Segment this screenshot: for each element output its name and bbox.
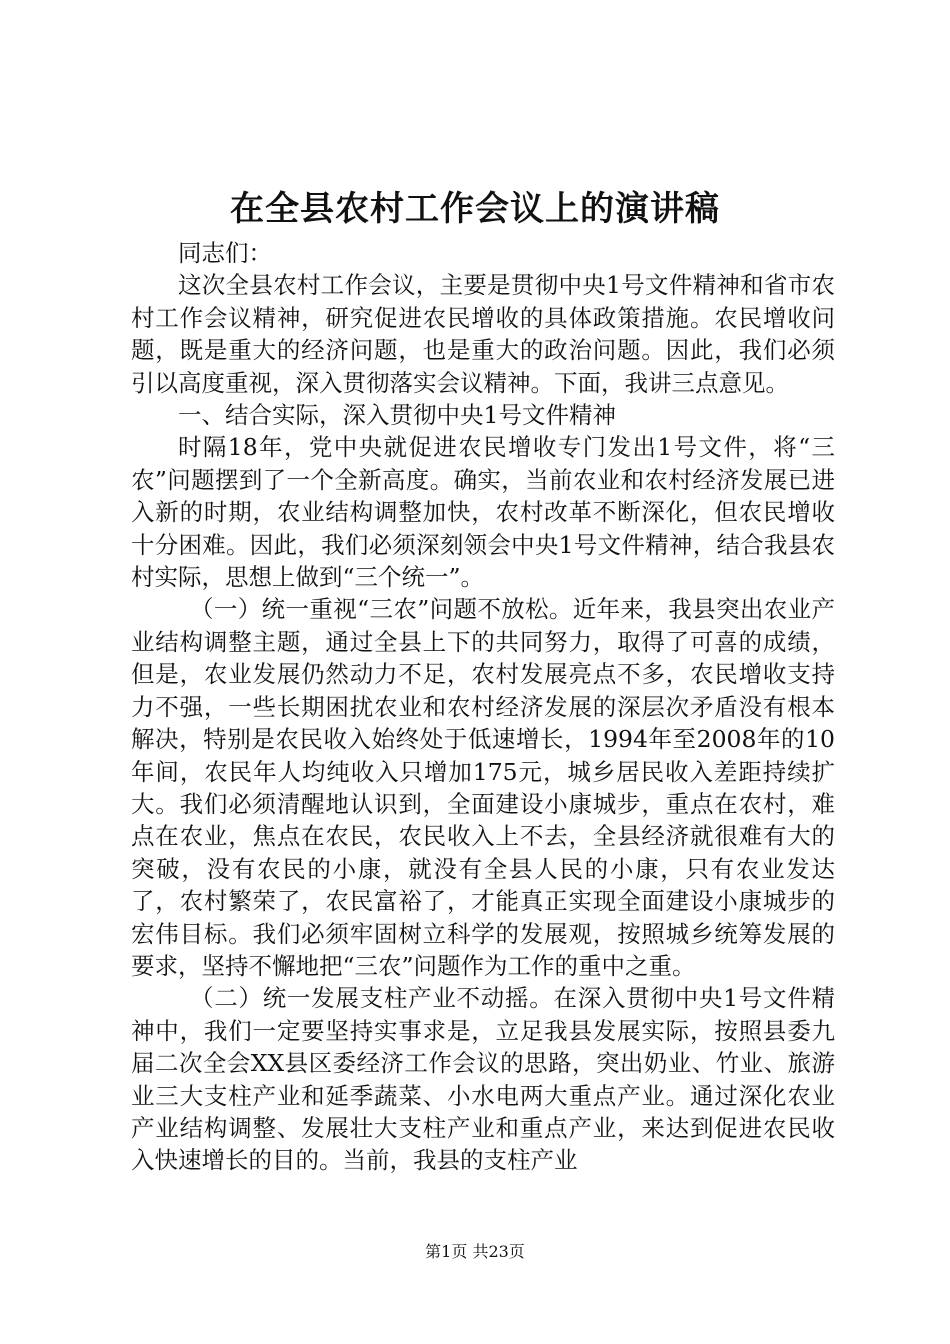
page-footer: 第1页 共23页 — [425, 1242, 525, 1261]
subsection-paragraph-1: （一）统一重视“三农”问题不放松。近年来，我县突出农业产业结构调整主题，通过全县上下的共同努力，取得了可喜的成绩，但是，农业发展仍然动力不足，农村发展亮点不多，农民增收支持力不强，一些长期困扰农业和农村经济发展的深层次矛盾没有根本解决，特别是农民收入始终处于低速增长，1994年至2008年的10年间，农民年人均纯收入只增加175元，城乡居民收入差距持续扩大。我们必须清醒地认识到，全面建设小康城步，重点在农村，难点在农业，焦点在农民，农民收入上不去，全县经济就很难有大的突破，没有农民的小康，就没有全县人民的小康，只有农业发达了，农村繁荣了，农民富裕了，才能真正实现全面建设小康城步的宏伟目标。我们必须牢固树立科学的发展观，按照城乡统筹发展的要求，坚持不懈地把“三农”问题作为工作的重中之重。 — [131, 595, 835, 980]
body-paragraph: 时隔18年，党中央就促进农民增收专门发出1号文件，将“三农”问题摆到了一个全新高度。确实，当前农业和农村经济发展已进入新的时期，农业结构调整加快，农村改革不断深化，但农民增收十分困难。因此，我们必须深刻领会中央1号文件精神，结合我县农村实际，思想上做到“三个统一”。 — [131, 433, 835, 592]
subsection-paragraph-2: （二）统一发展支柱产业不动摇。在深入贯彻中央1号文件精神中，我们一定要坚持实事求是，立足我县发展实际，按照县委九届二次全会XX县区委经济工作会议的思路，突出奶业、竹业、旅游业三大支柱产业和延季蔬菜、小水电两大重点产业。通过深化农业产业结构调整、发展壮大支柱产业和重点产业，来达到促进农民收入快速增长的目的。当前，我县的支柱产业 — [131, 984, 835, 1175]
document-title: 在全县农村工作会议上的演讲稿 — [230, 189, 720, 229]
document-body — [131, 237, 835, 1177]
salutation-paragraph: 同志们： — [178, 239, 272, 267]
intro-paragraph: 这次全县农村工作会议，主要是贯彻中央1号文件精神和省市农村工作会议精神，研究促进农民增收的具体政策措施。农民增收问题，既是重大的经济问题，也是重大的政治问题。因此，我们必须引以高度重视，深入贯彻落实会议精神。下面，我讲三点意见。 — [131, 271, 835, 397]
section-heading-1: 一、结合实际，深入贯彻中央1号文件精神 — [178, 401, 616, 430]
